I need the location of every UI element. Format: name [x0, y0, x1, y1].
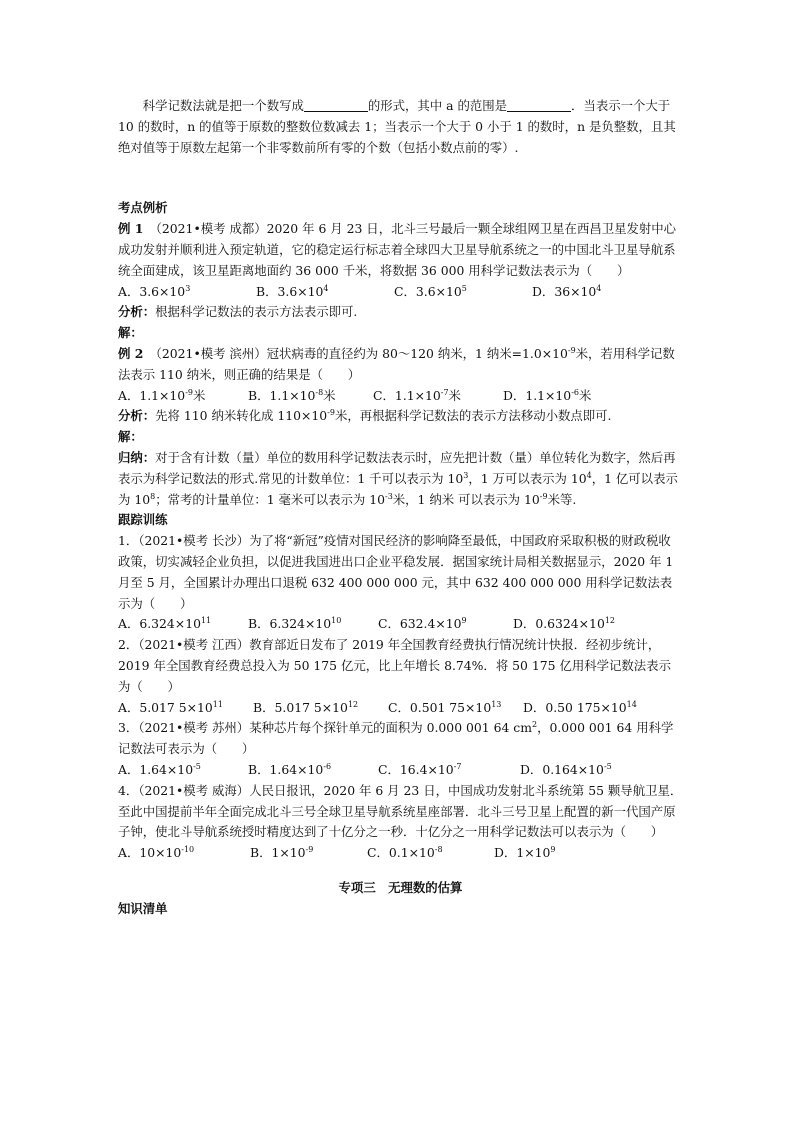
solution-label: 解： [118, 429, 143, 445]
exponent: -5 [603, 761, 612, 771]
exponent: 8 [150, 491, 156, 501]
option-A [118, 760, 248, 781]
exponent: -9 [327, 408, 335, 418]
exponent: 13 [491, 699, 502, 709]
option-text: A．10×10 [118, 845, 182, 861]
summary-text: ，1 万可以表示为 10 [468, 470, 587, 486]
option-B [256, 282, 394, 303]
exponent: -7 [440, 387, 449, 397]
section-heading: 跟踪训练 [118, 512, 168, 528]
options-row [118, 614, 683, 635]
exponent: 11 [200, 616, 212, 626]
option-text: D．0.6324×10 [513, 616, 605, 632]
option-text: B．6.324×10 [248, 616, 332, 632]
exponent: -6 [323, 761, 332, 771]
option-text: D．0.50 175×10 [523, 699, 627, 715]
question-text: 3．（2021•模考 苏州）某种芯片每个探针单元的面积为 0.000 001 64 cm [118, 720, 532, 736]
option-D [494, 843, 644, 864]
question-1: 1．（2021•模考 长沙）为了将“新冠”疫情对国民经济的影响降至最低，中国政府采取积极的财政税收政策，切实减轻企业负担，以促进我国进出口企业平稳发展．据国家统计局相关数据显示，2020 年 1 月至 5 月，全国累计办理出口退税 632 400 000 000 元，其中 632 400 000 000 用科学记数法表示为（ ） [118, 533, 674, 611]
exponent: 14 [626, 699, 637, 709]
option-text: B．1.64×10 [248, 761, 324, 777]
example-text: （2021•模考 成都）2020 年 6 月 23 日，北斗三号最后一颗全球组网卫星在西昌卫星发射中心成功发射并顺利进入预定轨道，它的稳定运行标志着全球四大卫星导航系统之一的中国北斗卫星导航系统全面建成，该卫星距离地面约 36 000 千米，将数据 36 000 用科学记数法表示为（ ） [118, 221, 677, 278]
exponent: -8 [434, 845, 443, 855]
analysis-label: 分析： [118, 304, 156, 320]
intro-text: ．当表示一个大于 10 的数时，n 的值等于原数的整数位数减去 1；当表示一个大于 0 小于 1 的数时，n 是负整数，且其绝对值等于原数左起第一个非零数前所有零的个数（包括小数点前的零）. [118, 98, 676, 155]
exponent: 9 [550, 845, 556, 855]
options-row [118, 843, 683, 864]
option-A [118, 386, 248, 407]
analysis-text: 先将 110 纳米转化成 110×10 [155, 408, 328, 424]
option-text: A．1.1×10 [118, 387, 186, 403]
exponent: 12 [604, 616, 616, 626]
exponent: 3 [185, 283, 191, 293]
option-D [520, 760, 670, 781]
example-text: 米，若用科学记数法表示 110 纳米，则正确的结果是（ ） [118, 345, 675, 382]
exponent: 4 [323, 283, 329, 293]
options-row [118, 386, 683, 407]
intro-text: 的形式，其中 a 的范围是 [367, 98, 508, 113]
exponent: -8 [315, 387, 324, 397]
exponent: -9 [305, 845, 314, 855]
exponent: 10 [331, 616, 342, 626]
option-C [373, 386, 503, 407]
option-C [388, 698, 523, 719]
question-3 [118, 718, 683, 760]
exponent: 9 [461, 616, 467, 626]
option-text: C．16.4×10 [378, 761, 454, 777]
analysis-text: 米，再根据科学记数法的表示方法移动小数点即可. [334, 408, 612, 424]
exponent: 4 [586, 470, 592, 480]
blank-line [507, 97, 571, 112]
question-4: 4．（2021•模考 威海）人民日报讯，2020 年 6 月 23 日，中国成功发射北斗系统第 55 颗导航卫星．至此中国提前半年全面完成北斗三号全球卫星导航系统星座部署．北斗三号卫星上配置的新一代国产原子钟，使北斗导航系统授时精度达到了十亿分之一秒．十亿分之一用科学记数法可以表示为（ ） [118, 782, 683, 840]
summary-text: ，1 亿可以表示为 10 [118, 470, 678, 507]
option-B [250, 843, 367, 864]
option-text: A．1.64×10 [118, 761, 194, 777]
option-text: C．0.1×10 [367, 845, 435, 861]
summary-text: 米等. [547, 491, 577, 507]
blank-line [304, 97, 368, 112]
option-text: D．36×10 [532, 283, 597, 299]
option-A [118, 698, 253, 719]
option-B [253, 698, 388, 719]
option-B [248, 386, 373, 407]
summary-text: ；常考的计量单位：1 毫米可以表示为 10 [155, 491, 385, 507]
example-1 [118, 219, 683, 281]
option-D [523, 698, 673, 719]
option-text: A．6.324×10 [118, 616, 201, 632]
knowledge-title: 知识清单 [118, 900, 168, 916]
option-C [394, 282, 532, 303]
question-text: ，0.000 001 64 用科学记数法可表示为（ ） [118, 720, 674, 757]
option-D [513, 614, 663, 635]
option-unit: 米 [323, 387, 336, 403]
option-B [248, 760, 378, 781]
exponent: -5 [193, 761, 201, 771]
option-text: D．1.1×10 [503, 387, 572, 403]
exponent: 2 [532, 720, 538, 730]
option-text: B．5.017 5×10 [253, 699, 348, 715]
option-text: D．0.164×10 [520, 761, 604, 777]
exponent: 3 [463, 470, 469, 480]
option-C [378, 760, 520, 781]
option-B [248, 614, 378, 635]
option-text: A．3.6×10 [118, 283, 186, 299]
option-text: A．5.017 5×10 [118, 699, 213, 715]
exponent: -10 [181, 845, 195, 855]
options-row [118, 282, 683, 303]
option-C [367, 843, 494, 864]
solution-label: 解： [118, 325, 143, 341]
option-A [118, 843, 250, 864]
option-text: B．1.1×10 [248, 387, 316, 403]
summary-text: 对于含有计数（量）单位的数用科学记数法表示时，应先把计数（量）单位转化为数字，然后再表示为科学记数法的形式.常见的计数单位：1 千可以表示为 10 [118, 449, 676, 486]
option-A [118, 614, 248, 635]
summary [118, 448, 683, 510]
exponent: -6 [571, 387, 579, 397]
exponent: 4 [596, 283, 602, 293]
example-label: 例 2 [118, 345, 144, 361]
option-text: C．3.6×10 [394, 283, 462, 299]
options-row [118, 760, 683, 781]
option-D [532, 282, 682, 303]
intro-paragraph [118, 96, 683, 158]
exponent: -9 [539, 491, 548, 501]
option-text: B．3.6×10 [256, 283, 324, 299]
example-text: （2021•模考 滨州）冠状病毒的直径约为 80～120 纳米，1 纳米=1.0×10 [155, 345, 568, 361]
analysis [118, 406, 683, 427]
example-2 [118, 344, 683, 386]
summary-label: 归纳： [118, 449, 156, 465]
option-C [378, 614, 513, 635]
option-text: C．632.4×10 [378, 616, 462, 632]
exponent: 11 [212, 699, 223, 709]
section3-title: 专项三 无理数的估算 [338, 879, 463, 895]
option-A [118, 282, 256, 303]
option-unit: 米 [578, 387, 592, 403]
option-text: C．1.1×10 [373, 387, 441, 403]
exponent: -7 [453, 761, 462, 771]
exponent: -9 [567, 345, 576, 355]
exponent: -3 [384, 491, 393, 501]
options-row [118, 698, 683, 719]
option-unit: 米 [448, 387, 461, 403]
option-text: D．1×10 [494, 845, 551, 861]
exponent: 12 [347, 699, 359, 709]
exponent: -9 [185, 387, 193, 397]
document-page [118, 96, 683, 919]
summary-text: 米，1 纳米 可以表示为 10 [392, 491, 540, 507]
question-2: 2．（2021•模考 江西）教育部近日发布了 2019 年全国教育经费执行情况统计快报．经初步统计，2019 年全国教育经费总投入为 50 175 亿元，比上年增长 8.74%．将 50 175 亿用科学记数法表示为（ ） [118, 637, 671, 694]
analysis-text: 根据科学记数法的表示方法表示即可. [155, 304, 358, 320]
analysis-label: 分析： [118, 408, 156, 424]
intro-text: 科学记数法就是把一个数写成 [142, 98, 304, 113]
section-heading: 考点例析 [118, 200, 168, 216]
analysis [118, 302, 683, 323]
example-label: 例 1 [118, 221, 144, 237]
option-D [503, 386, 653, 407]
option-text: C．0.501 75×10 [388, 699, 492, 715]
exponent: 5 [461, 283, 467, 293]
option-text: B．1×10 [250, 845, 306, 861]
option-unit: 米 [193, 387, 206, 403]
